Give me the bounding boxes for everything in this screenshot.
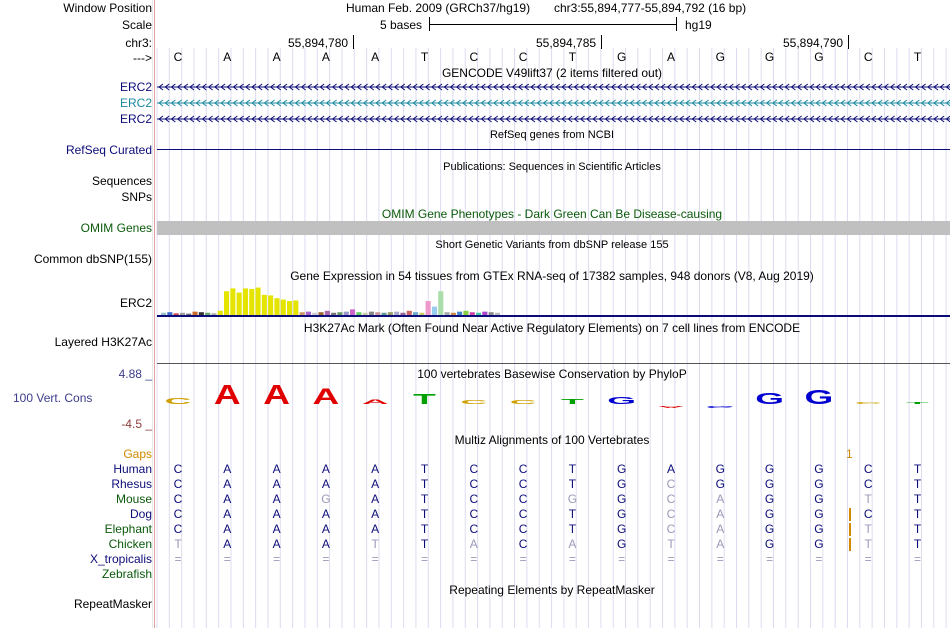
gtex-tissue-bar	[350, 309, 355, 315]
aligned-base: C	[518, 462, 528, 476]
aligned-base: T	[568, 522, 577, 536]
aligned-base: C	[469, 507, 479, 521]
gtex-tissue-bar	[319, 312, 324, 315]
gtex-tissue-bar	[482, 312, 487, 315]
aligned-base: C	[518, 492, 528, 506]
species-label[interactable]: Zebrafish	[101, 567, 152, 581]
reference-base: A	[666, 50, 676, 64]
aligned-base: C	[173, 477, 183, 491]
aligned-base: C	[173, 492, 183, 506]
aligned-base: A	[371, 507, 380, 521]
aligned-base: A	[469, 537, 478, 551]
gtex-tissue-bar	[306, 312, 311, 315]
aligned-base: A	[223, 477, 232, 491]
conservation-base-glyph: A	[213, 380, 241, 410]
gencode-item-label[interactable]: ERC2	[119, 96, 152, 110]
aligned-base: T	[864, 537, 872, 551]
aligned-base: C	[666, 522, 676, 536]
aligned-base: A	[223, 522, 232, 536]
conservation-base-glyph: A	[657, 405, 685, 409]
coord-label: 55,894,790	[783, 36, 844, 50]
gtex-tissue-bar	[249, 289, 254, 315]
aligned-base: A	[321, 462, 330, 476]
gtex-tissue-bar	[463, 311, 468, 315]
conservation-base-glyph: A	[361, 398, 389, 406]
gtex-tissue-bar	[419, 313, 424, 315]
gtex-tissue-bar	[281, 300, 286, 315]
aligned-base: G	[321, 492, 331, 506]
publications-track-title[interactable]: Publications: Sequences in Scientific Articles	[443, 161, 661, 173]
conservation-base-glyph: A	[263, 380, 290, 410]
aligned-base: C	[518, 522, 528, 536]
gtex-tissue-bar	[382, 313, 387, 315]
conservation-base-glyph: G	[607, 394, 637, 407]
repeatmasker-label[interactable]: RepeatMasker	[73, 597, 152, 611]
conservation-label[interactable]: 100 Vert. Cons	[13, 391, 93, 405]
aligned-base: T	[913, 537, 922, 551]
insertion-marker	[849, 508, 851, 521]
aligned-base: =	[322, 552, 330, 566]
aligned-base: A	[568, 537, 577, 551]
conservation-base-glyph: T	[906, 401, 929, 405]
gtex-tissue-bar	[337, 312, 342, 315]
aligned-base: T	[913, 522, 922, 536]
aligned-base: G	[764, 492, 775, 506]
gtex-tissue-bar	[407, 311, 412, 315]
label-divider-accent	[154, 0, 155, 628]
aligned-base: T	[420, 477, 429, 491]
conservation-logo[interactable]	[157, 380, 950, 420]
aligned-base: A	[716, 537, 725, 551]
conservation-base-glyph: G	[804, 386, 834, 409]
aligned-base: T	[420, 462, 429, 476]
aligned-base: T	[864, 492, 872, 506]
coord-label: 55,894,780	[288, 36, 349, 50]
aligned-base: A	[371, 492, 380, 506]
aligned-base: A	[223, 507, 232, 521]
aligned-base: =	[716, 552, 724, 566]
aligned-base: G	[617, 537, 627, 551]
aligned-base: C	[666, 507, 676, 521]
gap-marker: 1	[846, 447, 853, 461]
gtex-tissue-bar	[268, 295, 273, 315]
aligned-base: =	[420, 552, 429, 566]
aligned-base: G	[814, 507, 824, 521]
gtex-tissue-bar	[470, 312, 475, 315]
aligned-base: G	[617, 522, 627, 536]
aligned-base: G	[617, 462, 627, 476]
aligned-base: G	[617, 507, 627, 521]
gtex-tissue-bar	[400, 313, 405, 315]
gtex-tissue-bar	[363, 313, 368, 315]
gtex-tissue-bar	[344, 312, 349, 315]
aligned-base: G	[814, 522, 824, 536]
gtex-tissue-bar	[161, 313, 166, 315]
omim-feature-bar[interactable]	[157, 221, 950, 235]
scale-text: 5 bases	[380, 18, 423, 32]
gtex-tissue-bar	[356, 312, 361, 315]
aligned-base: T	[913, 492, 922, 506]
gtex-tissue-bar	[199, 312, 204, 315]
gtex-tissue-bar	[218, 311, 223, 315]
aligned-base: =	[519, 552, 527, 566]
aligned-base: C	[173, 462, 183, 476]
conservation-base-glyph: C	[509, 399, 537, 406]
coord-label: 55,894,785	[536, 36, 597, 50]
aligned-base: A	[272, 477, 281, 491]
reference-base: A	[272, 50, 281, 64]
conservation-base-glyph: T	[413, 390, 436, 408]
aligned-base: A	[272, 492, 281, 506]
gtex-tissue-bar	[174, 313, 179, 315]
reference-base: C	[173, 50, 183, 64]
species-label[interactable]: X_tropicalis	[89, 552, 152, 566]
refseq-gene-line[interactable]	[157, 149, 950, 150]
gtex-tissue-bar	[432, 307, 437, 315]
aligned-base: A	[371, 522, 380, 536]
sequences-label[interactable]: Sequences	[91, 174, 152, 188]
multiz-track-title[interactable]: Multiz Alignments of 100 Vertebrates	[454, 433, 650, 447]
gtex-tissue-bar	[394, 312, 399, 315]
aligned-base: T	[420, 522, 429, 536]
aligned-base: T	[568, 477, 577, 491]
gtex-tissue-bar	[300, 312, 305, 315]
gencode-item-label[interactable]: ERC2	[119, 80, 152, 94]
gaps-label: Gaps	[123, 447, 152, 461]
insertion-marker	[849, 523, 851, 536]
species-label[interactable]: Human	[113, 462, 152, 476]
species-label[interactable]: Dog	[129, 507, 152, 521]
aligned-base: G	[814, 477, 824, 491]
aligned-base: A	[223, 462, 232, 476]
reference-base: G	[617, 50, 627, 64]
conservation-base-glyph: C	[460, 399, 488, 406]
aligned-base: =	[913, 552, 922, 566]
gtex-tissue-bar	[325, 311, 330, 315]
snps-label[interactable]: SNPs	[121, 190, 152, 204]
aligned-base: A	[272, 462, 281, 476]
aligned-base: T	[420, 537, 429, 551]
aligned-base: A	[716, 522, 725, 536]
aligned-base: T	[864, 522, 872, 536]
aligned-base: T	[913, 507, 922, 521]
gencode-track-title[interactable]: GENCODE V49lift37 (2 items filtered out)	[441, 66, 663, 80]
aligned-base: A	[272, 507, 281, 521]
aligned-base: C	[518, 477, 528, 491]
aligned-base: C	[666, 477, 676, 491]
conservation-base-glyph: C	[854, 401, 882, 405]
gtex-tissue-bar	[451, 313, 456, 315]
aligned-base: A	[371, 477, 380, 491]
gtex-tissue-bar	[256, 288, 261, 315]
gtex-tissue-bar	[205, 313, 210, 315]
species-label[interactable]: Rhesus	[111, 477, 152, 491]
scale-bar	[429, 17, 677, 31]
label-divider	[152, 0, 153, 628]
gtex-tissue-bar	[476, 313, 481, 315]
gtex-tissue-bar	[287, 301, 292, 315]
aligned-base: C	[518, 507, 528, 521]
aligned-base: A	[223, 537, 232, 551]
gtex-tissue-bar	[293, 300, 298, 315]
reference-base: T	[913, 50, 922, 64]
aligned-base: G	[814, 537, 824, 551]
aligned-base: A	[321, 477, 330, 491]
reference-base: A	[371, 50, 380, 64]
conservation-base-glyph: T	[561, 397, 584, 406]
aligned-base: A	[666, 462, 676, 476]
reference-base: A	[321, 50, 330, 64]
conservation-base-glyph: A	[312, 384, 340, 410]
strand-label: --->	[133, 51, 152, 65]
aligned-base: T	[913, 477, 922, 491]
aligned-base: A	[321, 507, 330, 521]
gtex-tissue-bar	[274, 298, 279, 315]
species-label[interactable]: Mouse	[115, 492, 152, 506]
aligned-base: T	[568, 462, 577, 476]
aligned-base: A	[272, 522, 281, 536]
reference-base: A	[223, 50, 232, 64]
gencode-item-label[interactable]: ERC2	[119, 112, 152, 126]
omim-track-title[interactable]: OMIM Gene Phenotypes - Dark Green Can Be Disease-causing	[381, 207, 723, 221]
reference-base: G	[764, 50, 775, 64]
scale-label: Scale	[121, 18, 152, 32]
aligned-base: G	[764, 522, 775, 536]
aligned-base: G	[764, 537, 775, 551]
aligned-base: T	[913, 462, 922, 476]
gtex-gene-label[interactable]: ERC2	[119, 296, 152, 310]
aligned-base: =	[223, 552, 231, 566]
aligned-base: =	[766, 552, 774, 566]
aligned-base: =	[864, 552, 872, 566]
aligned-base: C	[173, 522, 183, 536]
gtex-tissue-bar	[167, 312, 172, 315]
aligned-base: C	[863, 507, 873, 521]
aligned-base: C	[518, 537, 528, 551]
coord-tick	[848, 35, 849, 49]
conservation-base-glyph: C	[164, 396, 192, 406]
reference-base: C	[518, 50, 528, 64]
dbsnp-track-title[interactable]: Short Genetic Variants from dbSNP release 155	[435, 239, 669, 251]
reference-base: T	[568, 50, 577, 64]
aligned-base: C	[863, 462, 873, 476]
gtex-tissue-bar	[413, 312, 418, 315]
aligned-base: C	[469, 462, 479, 476]
aligned-base: G	[715, 462, 725, 476]
aligned-base: C	[666, 492, 676, 506]
chrom-label: chr3:	[125, 36, 152, 50]
aligned-base: C	[173, 507, 183, 521]
species-label[interactable]: Chicken	[108, 537, 152, 551]
refseq-label[interactable]: RefSeq Curated	[65, 143, 152, 157]
gtex-tissue-bar	[243, 288, 248, 315]
aligned-base: A	[223, 492, 232, 506]
aligned-base: G	[814, 492, 824, 506]
aligned-base: A	[272, 537, 281, 551]
gtex-tissue-bar	[495, 313, 500, 315]
refseq-track-title[interactable]: RefSeq genes from NCBI	[489, 129, 615, 141]
gencode-features[interactable]	[157, 80, 950, 128]
aligned-base: G	[814, 462, 824, 476]
aligned-base: T	[420, 492, 429, 506]
db-text: hg19	[685, 18, 712, 32]
reference-base: G	[715, 50, 725, 64]
assembly-text: Human Feb. 2009 (GRCh37/hg19)	[346, 1, 531, 15]
aligned-base: T	[174, 537, 182, 551]
dbsnp-label[interactable]: Common dbSNP(155)	[33, 252, 152, 266]
gtex-tissue-bar	[312, 313, 317, 315]
aligned-base: =	[667, 552, 675, 566]
aligned-base: G	[764, 462, 775, 476]
gtex-tissue-bar	[193, 312, 198, 315]
aligned-base: =	[371, 552, 379, 566]
gtex-tissue-bar	[237, 293, 242, 315]
aligned-base: G	[567, 492, 578, 506]
species-label[interactable]: Elephant	[104, 522, 152, 536]
reference-base: C	[469, 50, 479, 64]
reference-base: C	[863, 50, 873, 64]
gtex-tissue-bar	[375, 312, 380, 315]
aligned-base: A	[716, 507, 725, 521]
aligned-base: T	[371, 537, 379, 551]
aligned-base: =	[815, 552, 823, 566]
aligned-base: G	[617, 477, 627, 491]
gtex-tissue-bar	[262, 295, 267, 315]
aligned-base: T	[420, 507, 429, 521]
reference-base: T	[420, 50, 429, 64]
aligned-base: C	[863, 477, 873, 491]
aligned-base: C	[469, 522, 479, 536]
gtex-tissue-bar	[211, 313, 216, 315]
conservation-max-label: 4.88 _	[118, 367, 152, 381]
aligned-base: G	[715, 477, 725, 491]
aligned-base: =	[470, 552, 478, 566]
aligned-base: G	[764, 477, 775, 491]
h3k27ac-label[interactable]: Layered H3K27Ac	[54, 335, 152, 349]
gtex-tissue-bar	[186, 314, 191, 315]
aligned-base: =	[273, 552, 281, 566]
reference-base: G	[814, 50, 824, 64]
aligned-base: A	[321, 522, 330, 536]
gtex-tissue-bar	[224, 291, 229, 315]
conservation-base-glyph: G	[755, 389, 784, 408]
aligned-base: =	[568, 552, 576, 566]
coord-tick	[601, 35, 602, 49]
gtex-expression-chart[interactable]	[157, 283, 950, 319]
aligned-base: A	[321, 537, 330, 551]
gtex-tissue-bar	[426, 301, 431, 315]
aligned-base: A	[716, 492, 725, 506]
gtex-track-title[interactable]: Gene Expression in 54 tissues from GTEx RNA-seq of 17382 samples, 948 donors (V8, Aug 2019)	[290, 269, 814, 283]
gtex-tissue-bar	[445, 312, 450, 315]
aligned-base: C	[469, 492, 479, 506]
coord-tick	[353, 35, 354, 49]
gtex-tissue-bar	[230, 288, 235, 315]
gtex-tissue-bar	[457, 312, 462, 315]
h3k27ac-track-title[interactable]: H3K27Ac Mark (Often Found Near Active Regulatory Elements) on 7 cell lines from ENCODE	[303, 321, 801, 335]
gtex-tissue-bar	[180, 313, 185, 315]
gtex-tissue-bar	[331, 313, 336, 315]
aligned-base: A	[371, 462, 380, 476]
omim-label[interactable]: OMIM Genes	[80, 221, 152, 235]
aligned-base: G	[764, 507, 775, 521]
gtex-tissue-bar	[438, 291, 443, 315]
aligned-base: =	[174, 552, 182, 566]
repeatmasker-track-title[interactable]: Repeating Elements by RepeatMasker	[449, 583, 655, 597]
h3k27ac-baseline	[157, 363, 950, 364]
aligned-base: T	[568, 507, 577, 521]
gtex-tissue-bar	[489, 312, 494, 315]
aligned-base: T	[667, 537, 675, 551]
conservation-min-label: -4.5 _	[121, 417, 152, 431]
gtex-tissue-bar	[388, 312, 393, 315]
conservation-track-title[interactable]: 100 vertebrates Basewise Conservation by PhyloP	[417, 367, 687, 381]
window-position-label: Window Position	[63, 1, 152, 15]
insertion-marker	[849, 538, 851, 551]
aligned-base: C	[469, 477, 479, 491]
gtex-tissue-bar	[369, 312, 374, 315]
aligned-base: G	[617, 492, 627, 506]
conservation-base-glyph: G	[705, 405, 735, 409]
position-text: chr3:55,894,777-55,894,792 (16 bp)	[554, 1, 747, 15]
aligned-base: =	[618, 552, 626, 566]
